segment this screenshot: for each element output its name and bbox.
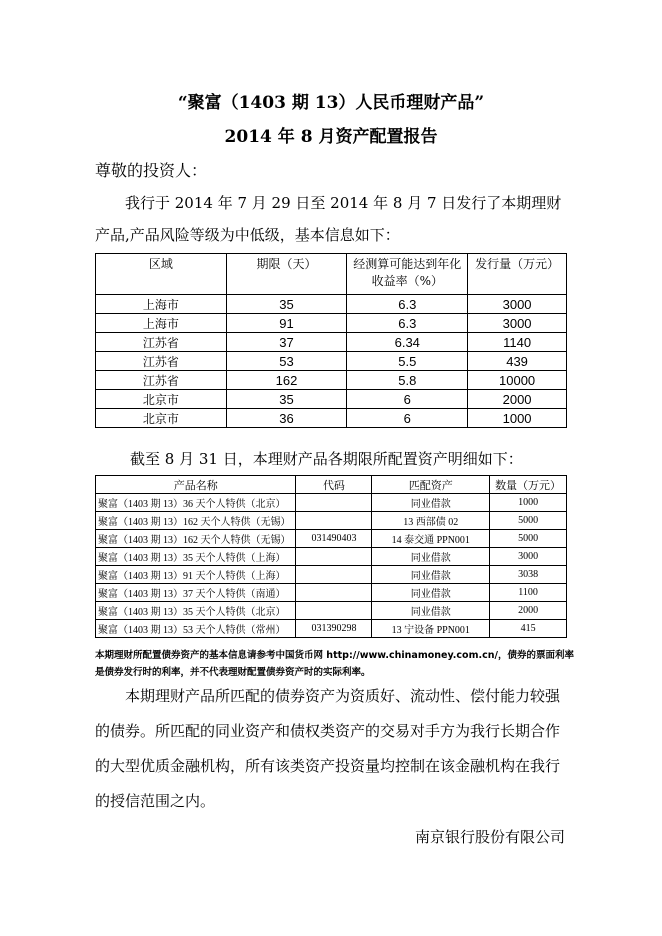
term-cell: 91 xyxy=(226,314,347,333)
code-cell xyxy=(296,512,372,530)
table-row xyxy=(96,352,567,371)
code-cell xyxy=(296,584,372,602)
asset-allocation-table xyxy=(95,475,567,638)
report-title-line1: “聚富（1403 期 13）人民币理财产品” xyxy=(177,93,485,113)
yield-cell: 6 xyxy=(347,390,468,409)
report-title-line2: 2014 年 8 月资产配置报告 xyxy=(224,127,438,147)
table-row xyxy=(96,566,567,584)
amount-cell: 10000 xyxy=(468,371,567,390)
amount-cell: 2000 xyxy=(468,390,567,409)
intro-paragraph: 我行于 2014 年 7 月 29 日至 2014 年 8 月 7 日发行了本期理财产品,产品风险等级为中低级，基本信息如下： xyxy=(95,194,562,244)
matched-asset-cell: 同业借款 xyxy=(372,584,490,602)
code-cell: 031490403 xyxy=(296,530,372,548)
matched-asset-cell: 13 西部债 02 xyxy=(372,512,490,530)
table-row xyxy=(96,295,567,314)
product-name-cell: 聚富（1403 期 13）37 天个人特供（南通） xyxy=(96,584,296,602)
column-header: 区域 xyxy=(96,254,227,295)
table-row xyxy=(96,548,567,566)
region-cell: 上海市 xyxy=(96,295,227,314)
code-cell xyxy=(296,494,372,512)
table-row xyxy=(96,314,567,333)
column-header: 期限（天） xyxy=(226,254,347,295)
product-name-cell: 聚富（1403 期 13）36 天个人特供（北京） xyxy=(96,494,296,512)
quantity-cell: 1100 xyxy=(490,584,567,602)
code-cell xyxy=(296,548,372,566)
yield-cell: 6 xyxy=(347,409,468,428)
bond-info-note: 本期理财所配置债券资产的基本信息请参考中国货币网 http://www.chinamoney.com.cn/，债券的票面利率是债券发行时的利率，并不代表理财配置债券资产时的实际利率。 xyxy=(95,650,574,678)
code-cell: 031390298 xyxy=(296,620,372,638)
table-row xyxy=(96,602,567,620)
region-cell: 江苏省 xyxy=(96,352,227,371)
yield-cell: 5.8 xyxy=(347,371,468,390)
column-header: 经测算可能达到年化收益率（%） xyxy=(347,254,468,295)
quantity-cell: 3000 xyxy=(490,548,567,566)
quantity-cell: 5000 xyxy=(490,530,567,548)
yield-cell: 6.3 xyxy=(347,314,468,333)
product-name-cell: 聚富（1403 期 13）91 天个人特供（上海） xyxy=(96,566,296,584)
matched-asset-cell: 同业借款 xyxy=(372,566,490,584)
code-cell xyxy=(296,602,372,620)
quantity-cell: 2000 xyxy=(490,602,567,620)
table-row xyxy=(96,530,567,548)
yield-cell: 5.5 xyxy=(347,352,468,371)
term-cell: 53 xyxy=(226,352,347,371)
quantity-cell: 5000 xyxy=(490,512,567,530)
matched-asset-cell: 14 泰交通 PPN001 xyxy=(372,530,490,548)
table-header-row xyxy=(96,476,567,494)
table-row xyxy=(96,333,567,352)
table-row xyxy=(96,620,567,638)
term-cell: 162 xyxy=(226,371,347,390)
column-header: 匹配资产 xyxy=(372,476,490,494)
product-name-cell: 聚富（1403 期 13）35 天个人特供（北京） xyxy=(96,602,296,620)
table-row xyxy=(96,494,567,512)
yield-cell: 6.3 xyxy=(347,295,468,314)
product-name-cell: 聚富（1403 期 13）35 天个人特供（上海） xyxy=(96,548,296,566)
matched-asset-cell: 同业借款 xyxy=(372,548,490,566)
amount-cell: 1140 xyxy=(468,333,567,352)
column-header: 发行量（万元） xyxy=(468,254,567,295)
quantity-cell: 415 xyxy=(490,620,567,638)
table-row xyxy=(96,584,567,602)
region-cell: 江苏省 xyxy=(96,333,227,352)
asset-detail-heading: 截至 8 月 31 日，本理财产品各期限所配置资产明细如下： xyxy=(130,450,523,468)
product-name-cell: 聚富（1403 期 13）162 天个人特供（无锡） xyxy=(96,512,296,530)
amount-cell: 3000 xyxy=(468,295,567,314)
table-row xyxy=(96,409,567,428)
code-cell xyxy=(296,566,372,584)
term-cell: 35 xyxy=(226,295,347,314)
matched-asset-cell: 同业借款 xyxy=(372,602,490,620)
product-info-table xyxy=(95,253,567,428)
product-name-cell: 聚富（1403 期 13）162 天个人特供（无锡） xyxy=(96,530,296,548)
column-header: 代码 xyxy=(296,476,372,494)
matched-asset-cell: 13 宁设备 PPN001 xyxy=(372,620,490,638)
region-cell: 北京市 xyxy=(96,409,227,428)
amount-cell: 1000 xyxy=(468,409,567,428)
amount-cell: 3000 xyxy=(468,314,567,333)
quantity-cell: 3038 xyxy=(490,566,567,584)
region-cell: 上海市 xyxy=(96,314,227,333)
term-cell: 36 xyxy=(226,409,347,428)
table-row xyxy=(96,512,567,530)
region-cell: 江苏省 xyxy=(96,371,227,390)
region-cell: 北京市 xyxy=(96,390,227,409)
term-cell: 35 xyxy=(226,390,347,409)
table-row xyxy=(96,390,567,409)
table-header-row xyxy=(96,254,567,295)
yield-cell: 6.34 xyxy=(347,333,468,352)
asset-description-paragraph: 本期理财产品所匹配的债券资产为资质好、流动性、偿付能力较强的债券。所匹配的同业资产和债权类资产的交易对手方为我行长期合作的大型优质金融机构，所有该类资产投资量均控制在该金融机构在我行的授信范围之内。 xyxy=(95,687,561,810)
column-header: 产品名称 xyxy=(96,476,296,494)
product-name-cell: 聚富（1403 期 13）53 天个人特供（常州） xyxy=(96,620,296,638)
greeting: 尊敬的投资人： xyxy=(95,161,208,180)
column-header: 数量（万元） xyxy=(490,476,567,494)
term-cell: 37 xyxy=(226,333,347,352)
amount-cell: 439 xyxy=(468,352,567,371)
matched-asset-cell: 同业借款 xyxy=(372,494,490,512)
bank-signature: 南京银行股份有限公司 xyxy=(414,828,565,846)
table-row xyxy=(96,371,567,390)
quantity-cell: 1000 xyxy=(490,494,567,512)
